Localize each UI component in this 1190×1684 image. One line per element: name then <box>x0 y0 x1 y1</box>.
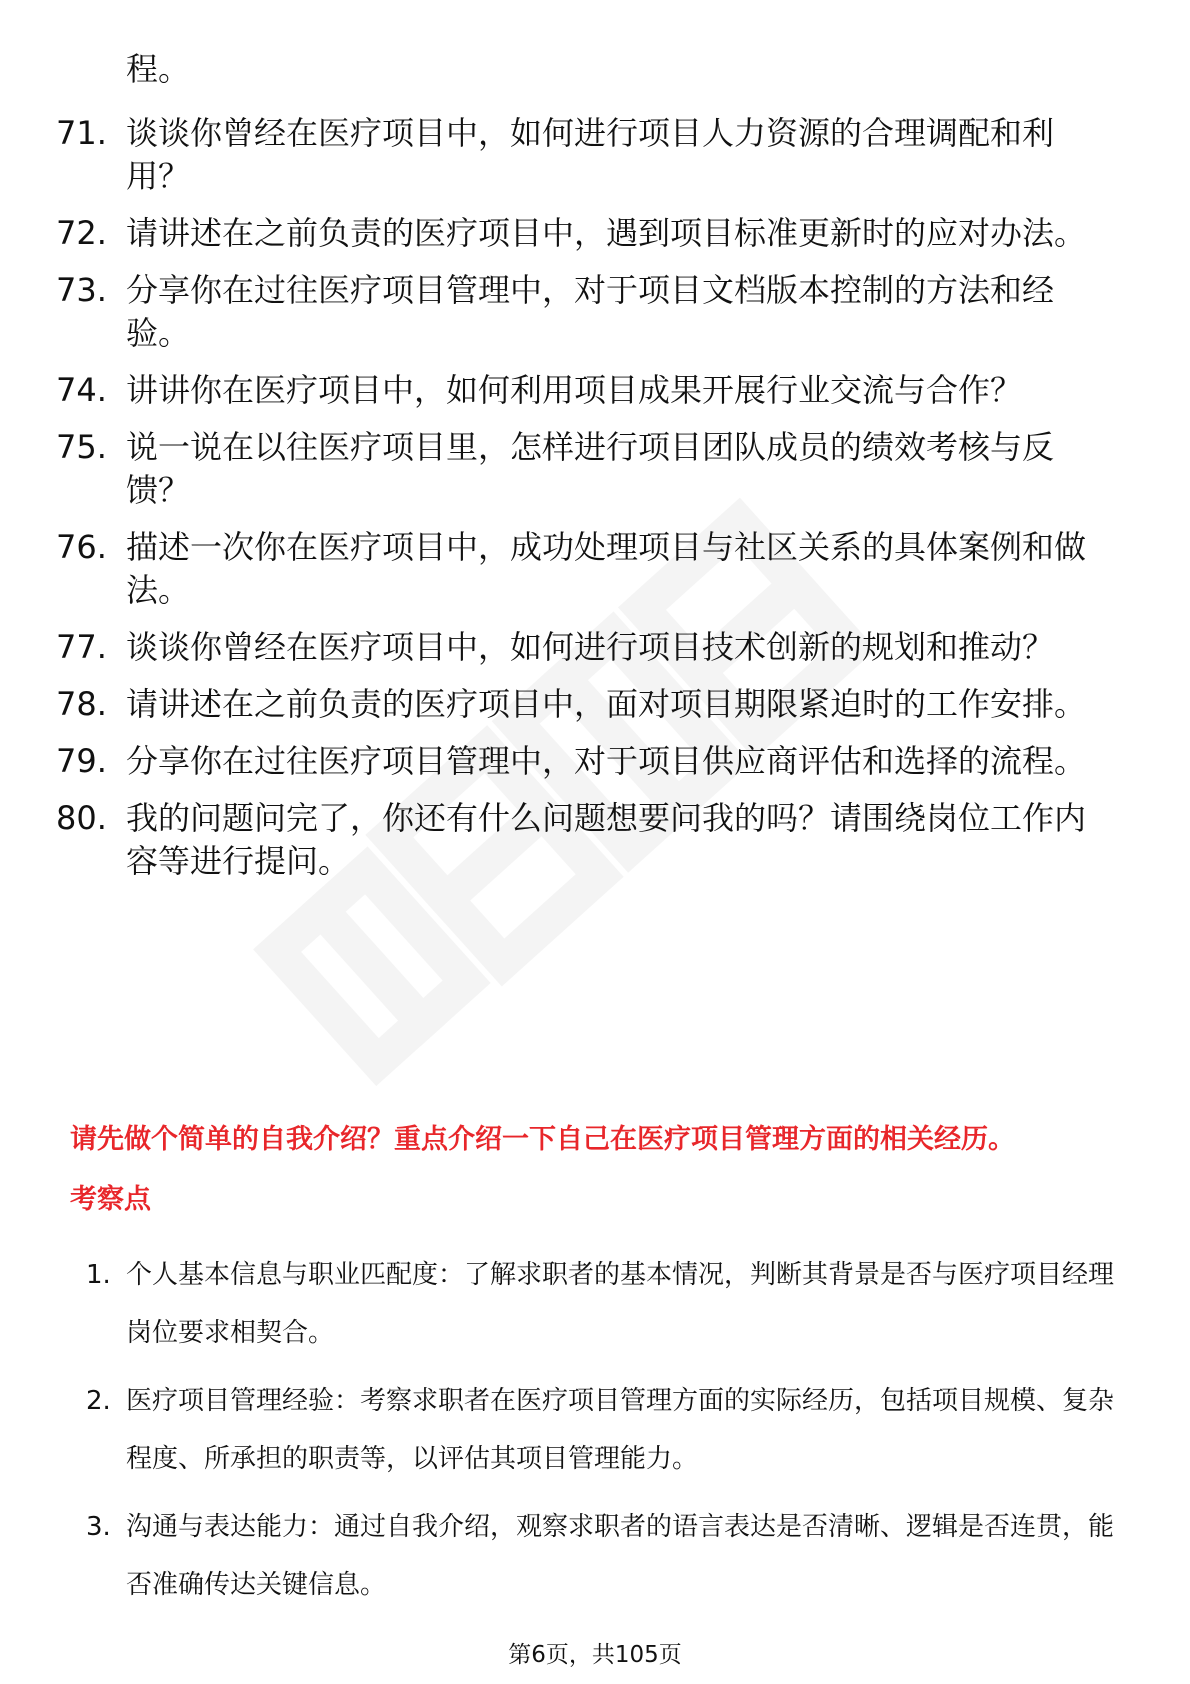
point-number: 2. <box>86 1386 111 1416</box>
question-text: 我的问题问完了，你还有什么问题想要问我的吗？请围绕岗位工作内容等进行提问。 <box>126 799 1087 880</box>
question-item <box>0 526 1190 612</box>
question-list <box>0 112 1190 897</box>
assessment-points-label: 考察点 <box>70 1184 151 1215</box>
question-number: 77. <box>56 628 107 666</box>
question-number: 76. <box>56 528 107 566</box>
question-text: 分享你在过往医疗项目管理中，对于项目文档版本控制的方法和经验。 <box>126 271 1055 352</box>
question-text: 描述一次你在医疗项目中，成功处理项目与社区关系的具体案例和做法。 <box>126 528 1087 609</box>
question-number: 72. <box>56 214 107 252</box>
continued-question-text: 程。 <box>126 50 191 88</box>
question-text: 说一说在以往医疗项目里，怎样进行项目团队成员的绩效考核与反馈？ <box>126 428 1055 509</box>
question-number: 75. <box>56 428 107 466</box>
question-item <box>0 683 1190 726</box>
question-number: 73. <box>56 271 107 309</box>
question-number: 78. <box>56 685 107 723</box>
assessment-point <box>0 1498 1190 1614</box>
question-item <box>0 797 1190 883</box>
point-text: 医疗项目管理经验：考察求职者在医疗项目管理方面的实际经历，包括项目规模、复杂程度、所承担的职责等，以评估其项目管理能力。 <box>126 1386 1115 1474</box>
question-item <box>0 626 1190 669</box>
question-number: 80. <box>56 799 107 837</box>
question-item <box>0 740 1190 783</box>
question-text: 谈谈你曾经在医疗项目中，如何进行项目人力资源的合理调配和利用？ <box>126 114 1055 195</box>
question-number: 79. <box>56 742 107 780</box>
assessment-point <box>0 1372 1190 1488</box>
question-number: 74. <box>56 371 107 409</box>
question-text: 讲讲你在医疗项目中，如何利用项目成果开展行业交流与合作？ <box>126 371 1023 409</box>
assessment-point <box>0 1246 1190 1362</box>
question-item <box>0 212 1190 255</box>
question-item <box>0 112 1190 198</box>
question-text: 谈谈你曾经在医疗项目中，如何进行项目技术创新的规划和推动？ <box>126 628 1055 666</box>
point-number: 3. <box>86 1512 111 1542</box>
question-text: 请讲述在之前负责的医疗项目中，遇到项目标准更新时的应对办法。 <box>126 214 1087 252</box>
question-number: 71. <box>56 114 107 152</box>
point-text: 个人基本信息与职业匹配度：了解求职者的基本情况，判断其背景是否与医疗项目经理岗位要求相契合。 <box>126 1260 1115 1348</box>
assessment-points-list <box>0 1246 1190 1624</box>
point-number: 1. <box>86 1260 111 1290</box>
question-text: 分享你在过往医疗项目管理中，对于项目供应商评估和选择的流程。 <box>126 742 1087 780</box>
question-item <box>0 369 1190 412</box>
question-item <box>0 269 1190 355</box>
highlight-question-heading: 请先做个简单的自我介绍？重点介绍一下自己在医疗项目管理方面的相关经历。 <box>70 1124 1015 1155</box>
question-item <box>0 426 1190 512</box>
question-text: 请讲述在之前负责的医疗项目中，面对项目期限紧迫时的工作安排。 <box>126 685 1087 723</box>
point-text: 沟通与表达能力：通过自我介绍，观察求职者的语言表达是否清晰、逻辑是否连贯，能否准确传达关键信息。 <box>126 1512 1115 1600</box>
page-footer: 第6页，共105页 <box>508 1642 682 1668</box>
